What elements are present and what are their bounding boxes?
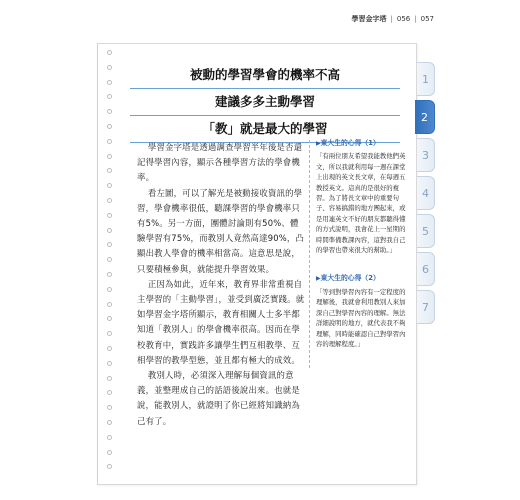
binding-ring bbox=[107, 287, 112, 292]
binding-ring bbox=[107, 124, 112, 129]
binding-ring bbox=[107, 65, 112, 70]
chapter-tab-6[interactable]: 6 bbox=[417, 252, 435, 286]
binding-ring bbox=[107, 183, 112, 188]
binding-ring bbox=[107, 405, 112, 410]
sidebar-note-title bbox=[316, 138, 408, 149]
binding-ring bbox=[107, 420, 112, 425]
chapter-tab-4[interactable]: 4 bbox=[417, 176, 435, 210]
header-separator: | bbox=[414, 15, 417, 23]
binding-ring bbox=[107, 228, 112, 233]
binding-ring bbox=[107, 331, 112, 336]
page-number-right: 057 bbox=[420, 15, 434, 23]
binding-ring bbox=[107, 139, 112, 144]
sidebar-note-text: 「有兩位朋友希望我能教他們英文，所以我就利用每一週在課堂上出現的英文長文章，在每週五教授英文。這真的是很好的複習。為了將長文章中的重要句子、容易搞錯的地方團起來，或是用連英文不好的朋友都聽得懂的方式說明，我會花上一星期的時間準備教課內容，這對我自己的學習也帶來很大的幫助。」 bbox=[316, 152, 406, 255]
chapter-tab-1[interactable]: 1 bbox=[417, 62, 435, 96]
body-paragraph: 學習金字塔是透過調查學習半年後是否還記得學習內容，顯示各種學習方法的學會機率。 bbox=[137, 142, 303, 183]
book-title: 學習金字塔 bbox=[351, 15, 387, 23]
binding-ring bbox=[107, 94, 112, 99]
binding-rings bbox=[107, 50, 119, 480]
binding-ring bbox=[107, 302, 112, 307]
header-separator: | bbox=[390, 15, 393, 23]
binding-ring bbox=[107, 198, 112, 203]
binding-ring bbox=[107, 109, 112, 114]
body-text bbox=[137, 140, 305, 429]
binding-ring bbox=[107, 257, 112, 262]
binding-ring bbox=[107, 464, 112, 469]
binding-ring bbox=[107, 316, 112, 321]
binding-ring bbox=[107, 346, 112, 351]
body-paragraph: 教別人時，必須深入理解每個資訊的意義，並整理成自己的話語後說出來。也就是說，能教別人，就證明了你已經將知識納為己有了。 bbox=[137, 370, 300, 426]
heading-line-1: 被動的學習學會的機率不高 bbox=[130, 62, 400, 89]
binding-ring bbox=[107, 376, 112, 381]
heading-line-2: 建議多多主動學習 bbox=[130, 89, 400, 116]
column-divider bbox=[309, 140, 310, 368]
chapter-tab-7[interactable]: 7 bbox=[417, 290, 435, 324]
body-paragraph: 正因為如此，近年來，教育界非常重視自主學習的「主動學習」，並受到廣泛實踐。就如學習金字塔所顯示，教育相關人士多半都知道「教別人」的學會機率很高。因而在學校教育中，實践許多讓學生們互相教學、互相學習的教學型態，並且都有極大的成效。 bbox=[137, 278, 305, 365]
sidebar-note-text: 「等到對學習內容有一定程度的理解後，我就會利用教別人來加深自己對學習內容的理解。無法詳細說明的地方，就代表我不夠理解，同時能確認自己對學習內容的理解程度。」 bbox=[316, 287, 406, 348]
triangle-bullet-icon: ▶ bbox=[316, 140, 321, 147]
chapter-tab-2[interactable]: 2 bbox=[415, 100, 435, 134]
sidebar-note-number: （2） bbox=[361, 274, 380, 283]
binding-ring bbox=[107, 213, 112, 218]
sidebar-note-heading: 東大生的心得 bbox=[320, 274, 362, 283]
page-number-left: 056 bbox=[396, 15, 411, 23]
binding-ring bbox=[107, 50, 112, 55]
chapter-tab-5[interactable]: 5 bbox=[417, 214, 435, 248]
binding-ring bbox=[107, 361, 112, 366]
binding-ring bbox=[107, 450, 112, 455]
body-paragraph: 看左圖，可以了解光是被動接收資訊的學習，學會機率很低，聽課學習的學會機率只有5%。另一方面，團體討論則有50%、體驗學習有75%，而教別人竟然高達90%，凸顯出教人學會的機率相當高。這意思是說，只要積極參與，就能提升學習效果。 bbox=[137, 187, 305, 274]
binding-ring bbox=[107, 242, 112, 247]
triangle-bullet-icon: ▶ bbox=[316, 275, 321, 283]
sidebar-note-title bbox=[316, 273, 408, 284]
binding-ring bbox=[107, 168, 112, 173]
heading-line-3: 「教」就是最大的學習 bbox=[130, 116, 400, 143]
binding-ring bbox=[107, 272, 112, 277]
binding-ring bbox=[107, 80, 112, 85]
binding-ring bbox=[107, 390, 112, 395]
running-header bbox=[352, 14, 434, 24]
sidebar-note-heading: 東大生的心得 bbox=[320, 139, 362, 147]
binding-ring bbox=[107, 435, 112, 440]
chapter-tab-3[interactable]: 3 bbox=[417, 138, 435, 172]
sidebar-note-number: （1） bbox=[361, 139, 380, 147]
sidebar-notes bbox=[316, 138, 408, 367]
page-headings bbox=[130, 62, 400, 143]
binding-ring bbox=[107, 154, 112, 159]
